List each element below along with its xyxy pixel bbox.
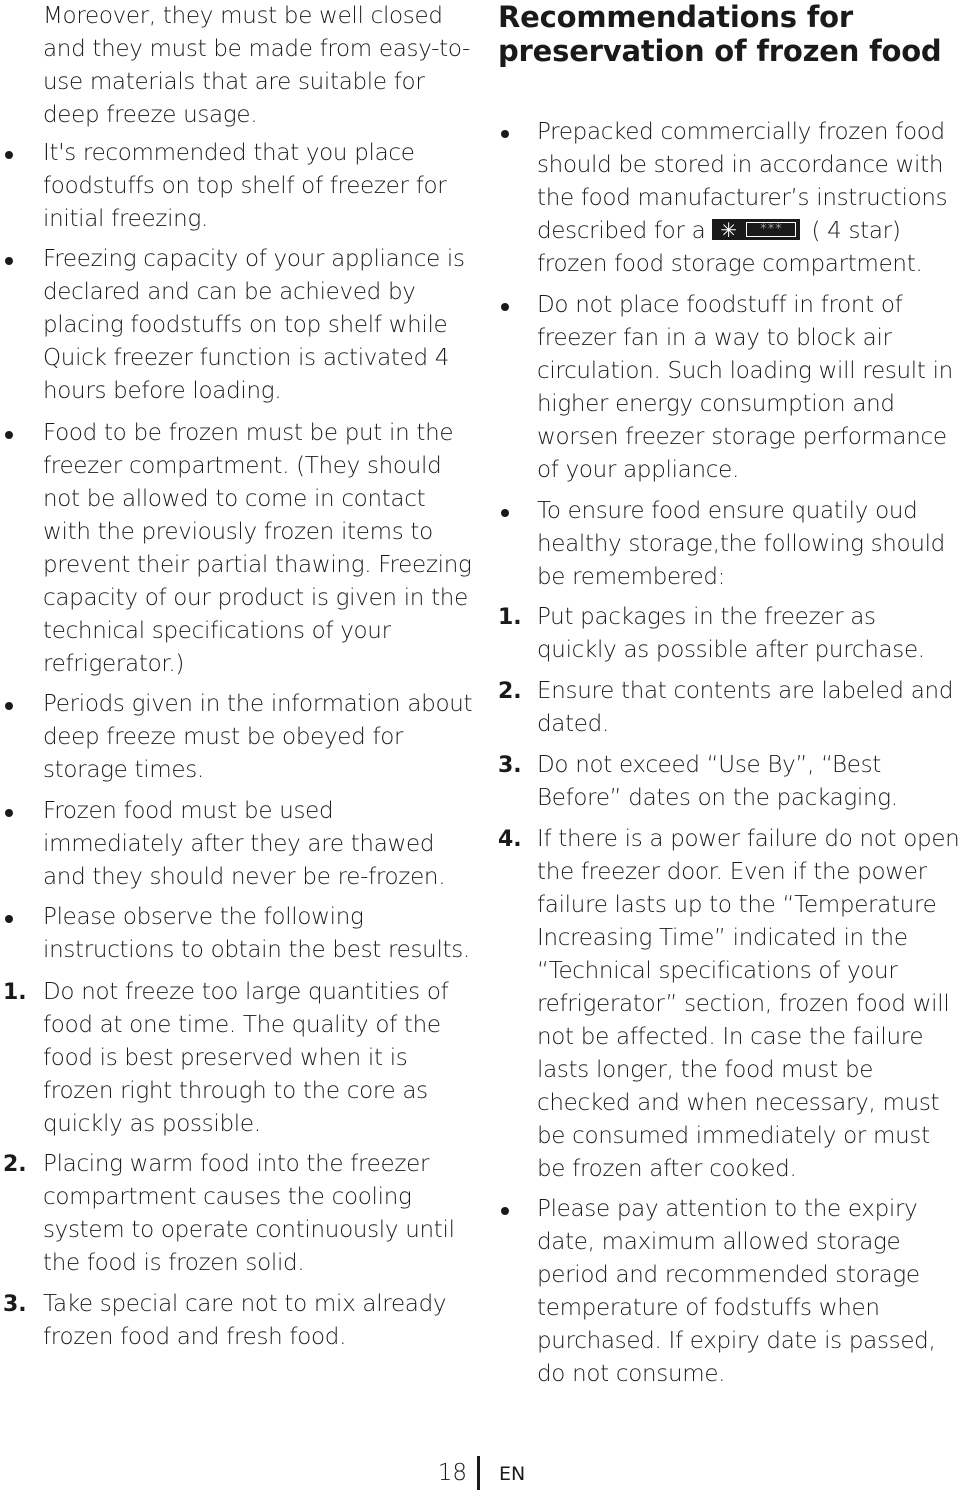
item-number: 1. bbox=[498, 605, 522, 630]
list-item-text: Freezing capacity of your appliance is declared and can be achieved by placing foodstuffs on top shelf while Quick freezer function is activated 4 hours before loading. bbox=[43, 246, 465, 404]
bullet-icon bbox=[501, 509, 509, 517]
page-number: 18 bbox=[437, 1460, 467, 1486]
numbered-item-text: Ensure that contents are labeled and dated. bbox=[537, 678, 954, 737]
item-number: 2. bbox=[3, 1152, 27, 1177]
list-item-text: To ensure food ensure quatily oud healthy storage,the following should be remembered: bbox=[537, 498, 945, 590]
list-item-text bbox=[537, 116, 960, 281]
footer-divider bbox=[477, 1456, 480, 1490]
list-item-text-after: ( 4 star) frozen food storage compartment. bbox=[537, 218, 923, 277]
bullet-icon bbox=[5, 151, 13, 159]
item-number: 4. bbox=[498, 827, 522, 852]
bullet-icon bbox=[5, 809, 13, 817]
bullet-icon bbox=[5, 431, 13, 439]
list-item-text: Please observe the following instructions to obtain the best results. bbox=[43, 904, 470, 963]
list-item-text: Frozen food must be used immediately after they are thawed and they should never be re-frozen. bbox=[43, 798, 446, 890]
four-star-symbol-icon bbox=[712, 219, 800, 240]
list-item-text: Do not place foodstuff in front of freezer fan in a way to block air circulation. Such loading will result in higher energy consumption and worsen freezer storage performance of your appliance. bbox=[537, 292, 953, 483]
bullet-icon bbox=[5, 702, 13, 710]
list-item-text: Periods given in the information about deep freeze must be obeyed for storage times. bbox=[43, 691, 473, 783]
list-item-text-before: Prepacked commercially frozen food should be stored in accordance with the food manufacturer’s instructions described for a bbox=[537, 119, 948, 244]
item-number: 1. bbox=[3, 980, 27, 1005]
paragraph-text: Moreover, they must be well closed and they must be made from easy-to-use materials that are suitable for deep freeze usage. bbox=[43, 3, 471, 128]
bullet-icon bbox=[501, 303, 509, 311]
numbered-item-text: Take special care not to mix already frozen food and fresh food. bbox=[43, 1291, 447, 1350]
bullet-icon bbox=[5, 915, 13, 923]
list-item-text: Please pay attention to the expiry date, maximum allowed storage period and recommended storage temperature of fodstuffs when purchased. If expiry date is passed, do not consume. bbox=[537, 1196, 936, 1387]
list-item-text: Food to be frozen must be put in the freezer compartment. (They should not be allowed to come in contact with the previously frozen items to prevent their partial thawing. Freezing capacity of our product is given in the technical specifications of your refrigerator.) bbox=[43, 420, 472, 677]
bullet-icon bbox=[501, 130, 509, 138]
single-star-icon: ✳ bbox=[720, 218, 737, 242]
item-number: 2. bbox=[498, 679, 522, 704]
language-label: EN bbox=[499, 1463, 526, 1485]
bullet-icon bbox=[5, 257, 13, 265]
numbered-item-text: Placing warm food into the freezer compartment causes the cooling system to operate continuously until the food is frozen solid. bbox=[43, 1151, 455, 1276]
numbered-item-text: Do not freeze too large quantities of food at one time. The quality of the food is best preserved when it is frozen right through to the core as quickly as possible. bbox=[43, 979, 449, 1137]
item-number: 3. bbox=[3, 1292, 27, 1317]
list-item-text: It's recommended that you place foodstuffs on top shelf of freezer for initial freezing. bbox=[43, 140, 447, 232]
three-star-icon: *** bbox=[746, 222, 796, 237]
item-number: 3. bbox=[498, 753, 522, 778]
section-heading: Recommendations for preservation of frozen food bbox=[498, 0, 942, 68]
numbered-item-text: If there is a power failure do not open the freezer door. Even if the power failure lasts up to the “Temperature Increasing Time” indicated in the “Technical specifications of your refrigerator” section, frozen food will not be affected. In case the failure lasts longer, the food must be checked and when necessary, must be consumed immediately or must be frozen after cooked. bbox=[537, 826, 960, 1182]
numbered-item-text: Do not exceed “Use By”, “Best Before” dates on the packaging. bbox=[537, 752, 898, 811]
numbered-item-text: Put packages in the freezer as quickly as possible after purchase. bbox=[537, 604, 925, 663]
bullet-icon bbox=[501, 1207, 509, 1215]
